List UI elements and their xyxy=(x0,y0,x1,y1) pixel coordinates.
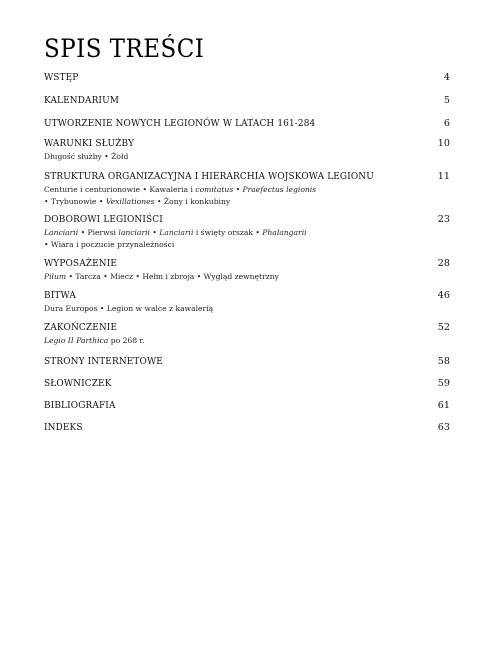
toc-entry-title: BITWA xyxy=(44,290,76,301)
toc-entry-page: 11 xyxy=(437,171,450,182)
toc-entry-indeks[interactable] xyxy=(44,422,450,433)
toc-entry-page: 23 xyxy=(437,214,450,225)
toc-entry-strony-internetowe[interactable] xyxy=(44,356,450,367)
toc-entry-page: 6 xyxy=(443,118,450,129)
toc-entry-bitwa[interactable] xyxy=(44,290,450,314)
toc-entry-page: 46 xyxy=(437,290,450,301)
toc-entry-kalendarium[interactable] xyxy=(44,95,450,106)
toc-entry-page: 61 xyxy=(437,400,450,411)
toc-entry-title: STRONY INTERNETOWE xyxy=(44,356,163,367)
toc-entry-page: 5 xyxy=(443,95,450,106)
toc-entry-subtopics: Pilum • Tarcza • Miecz • Hełm i zbroja • Wygląd zewnętrzny xyxy=(44,272,279,281)
toc-entry-page: 58 xyxy=(437,356,450,367)
toc-entry-subtopics: Dura Europos • Legion w walce z kawalerią xyxy=(44,304,214,313)
toc-entry-subtopics: Legio II Parthica po 268 r. xyxy=(44,336,145,345)
toc-entry-subtopics: Centurie i centurionowie • Kawaleria i comitatus • Praefectus legionis xyxy=(44,185,317,194)
page-title: SPIS TREŚCI xyxy=(44,34,205,63)
toc-entry-wstep[interactable] xyxy=(44,72,450,83)
toc-entry-struktura[interactable] xyxy=(44,171,450,207)
toc-entry-page: 28 xyxy=(437,258,450,269)
toc-entry-zakonczenie[interactable] xyxy=(44,322,450,346)
toc-entry-subtopics: Długość służby • Żołd xyxy=(44,152,129,161)
toc-entry-warunki-sluzby[interactable] xyxy=(44,138,450,162)
toc-entry-slowniczek[interactable] xyxy=(44,378,450,389)
toc-entry-subtopics: • Trybunowie • Vexillationes • Żony i konkubiny xyxy=(44,197,231,206)
toc-entry-title: WARUNKI SŁUŻBY xyxy=(44,138,135,149)
toc-entry-title: ZAKOŃCZENIE xyxy=(44,322,118,333)
toc-entry-title: KALENDARIUM xyxy=(44,95,120,106)
toc-entry-title: STRUKTURA ORGANIZACYJNA I HIERARCHIA WOJSKOWA LEGIONU xyxy=(44,171,374,182)
toc-entry-subtopics: • Wiara i poczucie przynależności xyxy=(44,240,175,249)
toc-entry-title: WSTĘP xyxy=(44,72,79,83)
toc-entry-title: WYPOSAŻENIE xyxy=(44,258,118,269)
toc-entry-subtopics: Lanciarii • Pierwsi lanciarii • Lanciarii i święty orszak • Phalangarii xyxy=(44,228,307,237)
toc-entry-bibliografia[interactable] xyxy=(44,400,450,411)
toc-entry-title: DOBOROWI LEGIONIŚCI xyxy=(44,214,163,225)
toc-entry-page: 59 xyxy=(437,378,450,389)
toc-entry-utworzenie[interactable] xyxy=(44,118,450,129)
toc-entry-title: UTWORZENIE NOWYCH LEGIONÓW W LATACH 161-284 xyxy=(44,118,316,129)
toc-entry-page: 63 xyxy=(437,422,450,433)
toc-entry-page: 4 xyxy=(443,72,450,83)
toc-entry-doborowi[interactable] xyxy=(44,214,450,250)
toc-entry-page: 52 xyxy=(437,322,450,333)
toc-entry-wyposazenie[interactable] xyxy=(44,258,450,282)
toc-entry-title: INDEKS xyxy=(44,422,83,433)
toc-entry-page: 10 xyxy=(437,138,450,149)
toc-entry-title: SŁOWNICZEK xyxy=(44,378,112,389)
toc-entry-title: BIBLIOGRAFIA xyxy=(44,400,116,411)
